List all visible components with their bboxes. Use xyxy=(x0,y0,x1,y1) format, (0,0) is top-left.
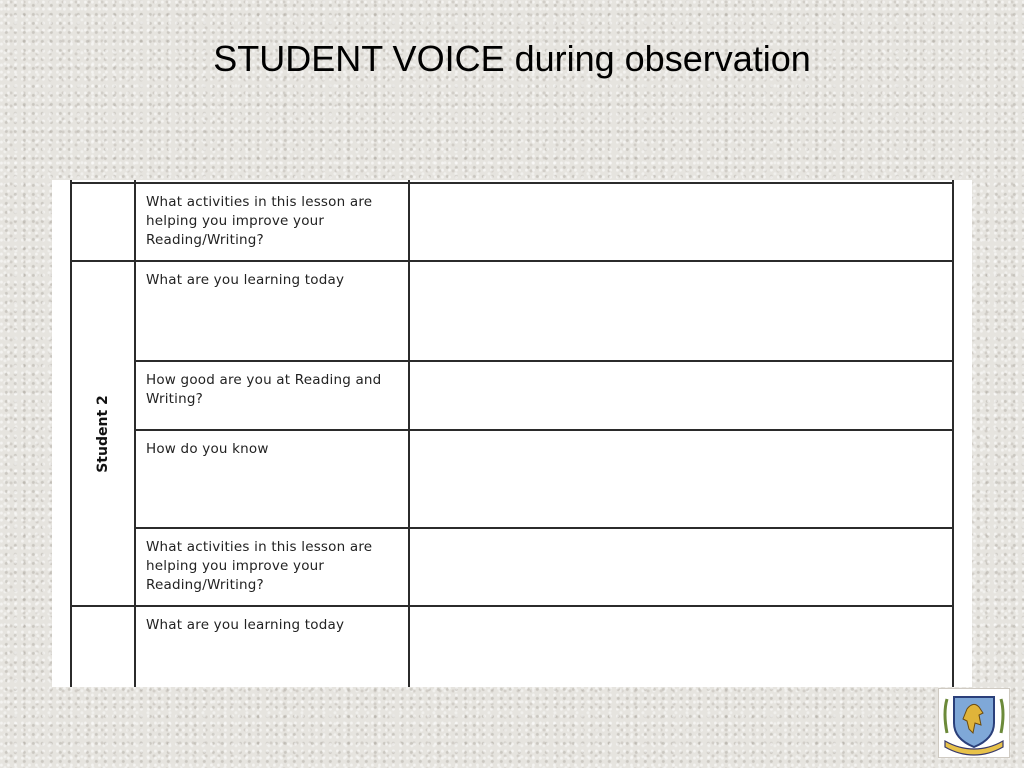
question-text: What activities in this lesson are helping you improve your Reading/Writing? xyxy=(146,539,373,593)
school-crest-icon xyxy=(938,688,1010,758)
table-row xyxy=(71,430,953,528)
table-row xyxy=(71,261,953,361)
question-text: How good are you at Reading and Writing? xyxy=(146,372,382,407)
observation-form xyxy=(52,180,972,687)
question-text: What activities in this lesson are helping you improve your Reading/Writing? xyxy=(146,194,373,248)
question-cell xyxy=(135,261,409,361)
question-text: What are you learning today xyxy=(146,617,345,633)
question-cell xyxy=(135,430,409,528)
table-row xyxy=(71,183,953,261)
answer-cell[interactable] xyxy=(409,528,953,606)
answer-cell[interactable] xyxy=(409,606,953,687)
answer-cell[interactable] xyxy=(409,361,953,430)
table-row xyxy=(71,528,953,606)
question-cell xyxy=(135,361,409,430)
slide-title: STUDENT VOICE during observation xyxy=(213,38,811,79)
question-cell xyxy=(135,528,409,606)
student-cell-empty xyxy=(71,183,135,261)
answer-cell[interactable] xyxy=(409,430,953,528)
answer-cell[interactable] xyxy=(409,183,953,261)
table-row xyxy=(71,606,953,687)
student-label: Student 2 xyxy=(95,394,111,473)
question-cell xyxy=(135,183,409,261)
question-cell xyxy=(135,606,409,687)
answer-cell[interactable] xyxy=(409,261,953,361)
student-label-cell xyxy=(71,261,135,606)
form-table xyxy=(70,180,954,687)
question-text: How do you know xyxy=(146,441,269,457)
table-row xyxy=(71,361,953,430)
question-text: What are you learning today xyxy=(146,272,345,288)
student-cell-empty xyxy=(71,606,135,687)
